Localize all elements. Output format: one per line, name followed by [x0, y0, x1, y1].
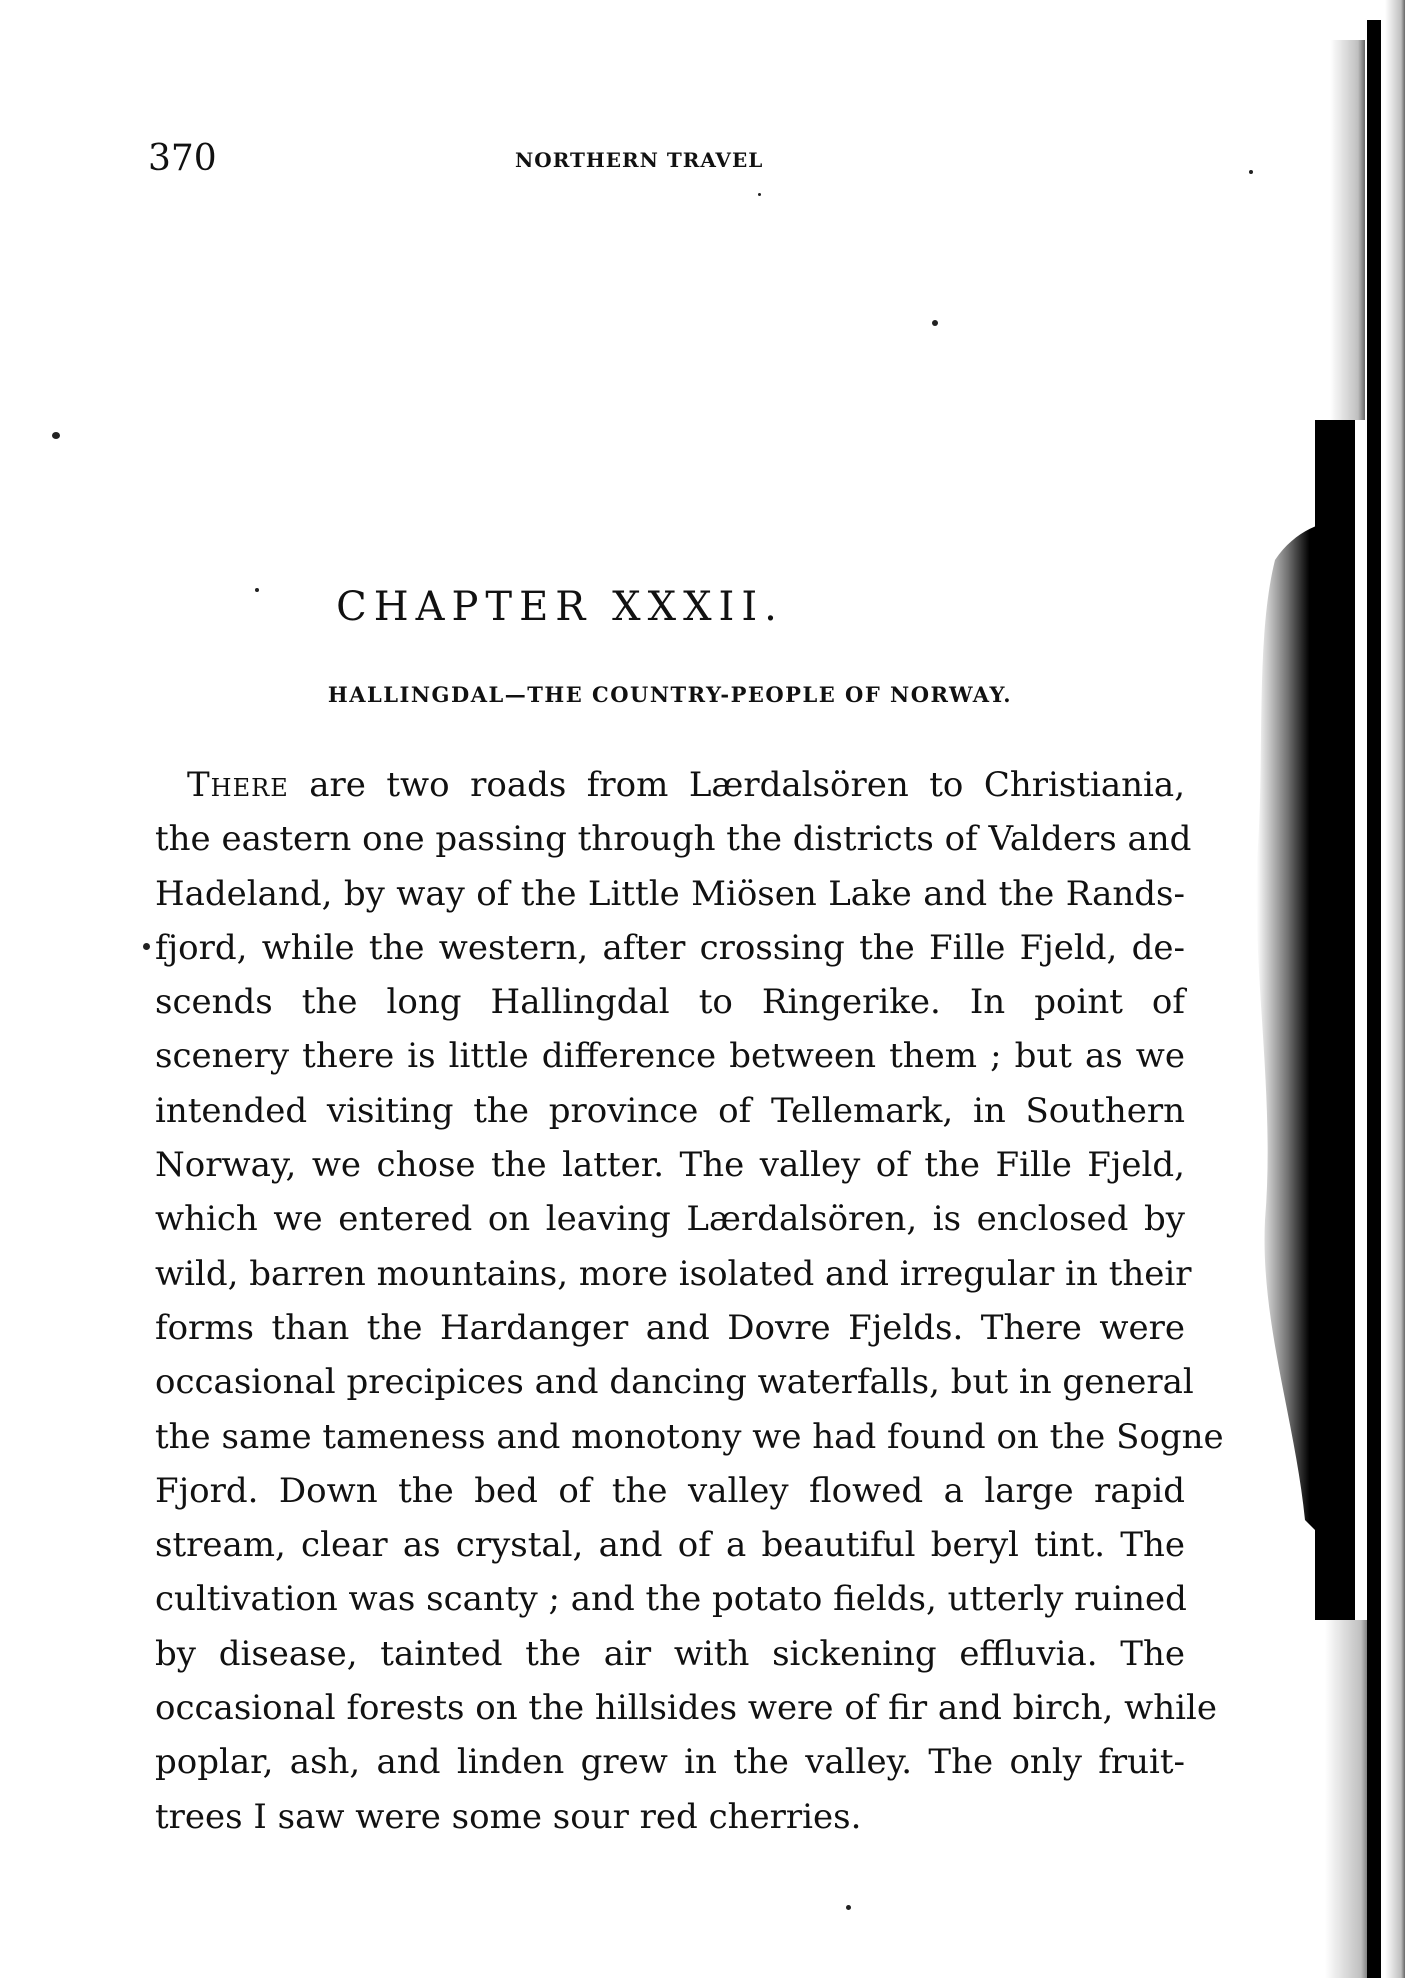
body-line: Fjord. Down the bed of the valley flowed a large rapid — [155, 1470, 1185, 1511]
body-line: scends the long Hallingdal to Ringerike. In point of — [155, 982, 1185, 1023]
body-line: the same tameness and monotony we had found on the Sogne — [155, 1416, 1224, 1457]
scan-speck — [758, 193, 761, 196]
binding-shadow — [1235, 0, 1405, 1978]
scan-speck — [143, 943, 150, 950]
body-line: occasional precipices and dancing waterfalls, but in general — [155, 1362, 1194, 1403]
body-line: intended visiting the province of Tellemark, in Southern — [155, 1090, 1185, 1131]
body-text — [155, 758, 1224, 1844]
body-line: the eastern one passing through the districts of Valders and — [155, 819, 1192, 860]
scan-speck — [846, 1905, 851, 1910]
body-line: forms than the Hardanger and Dovre Fjelds. There were — [155, 1307, 1185, 1348]
body-line: fjord, while the western, after crossing the Fille Fjeld, de- — [155, 927, 1185, 968]
body-line: poplar, ash, and linden grew in the valley. The only fruit- — [155, 1742, 1185, 1783]
body-line: Norway, we chose the latter. The valley of the Fille Fjeld, — [155, 1145, 1185, 1186]
body-line: occasional forests on the hillsides were of fir and birch, while — [155, 1688, 1217, 1729]
scan-speck — [255, 588, 259, 592]
scan-speck — [1249, 170, 1253, 174]
body-line: Hadeland, by way of the Little Miösen Lake and the Rands- — [155, 873, 1185, 914]
scan-speck — [52, 432, 60, 439]
body-line: which we entered on leaving Lærdalsören, is enclosed by — [155, 1199, 1185, 1240]
body-line: by disease, tainted the air with sickening effluvia. The — [155, 1633, 1185, 1674]
body-line — [155, 758, 1185, 812]
chapter-title: CHAPTER XXXII. — [336, 584, 784, 630]
running-head: NORTHERN TRAVEL — [515, 148, 764, 172]
opening-word: There — [187, 765, 289, 805]
body-line: trees I saw were some sour red cherries. — [155, 1796, 862, 1837]
scan-speck — [932, 320, 938, 326]
body-line: wild, barren mountains, more isolated and irregular in their — [155, 1253, 1192, 1294]
body-line: stream, clear as crystal, and of a beautiful beryl tint. The — [155, 1525, 1185, 1566]
body-line: cultivation was scanty ; and the potato fields, utterly ruined — [155, 1579, 1187, 1620]
body-line: scenery there is little difference between them ; but as we — [155, 1036, 1185, 1077]
chapter-subtitle: HALLINGDAL—THE COUNTRY-PEOPLE OF NORWAY. — [327, 682, 1013, 707]
body-line-text: are two roads from Lærdalsören to Christiania, — [288, 765, 1185, 805]
page-number: 370 — [148, 138, 217, 179]
